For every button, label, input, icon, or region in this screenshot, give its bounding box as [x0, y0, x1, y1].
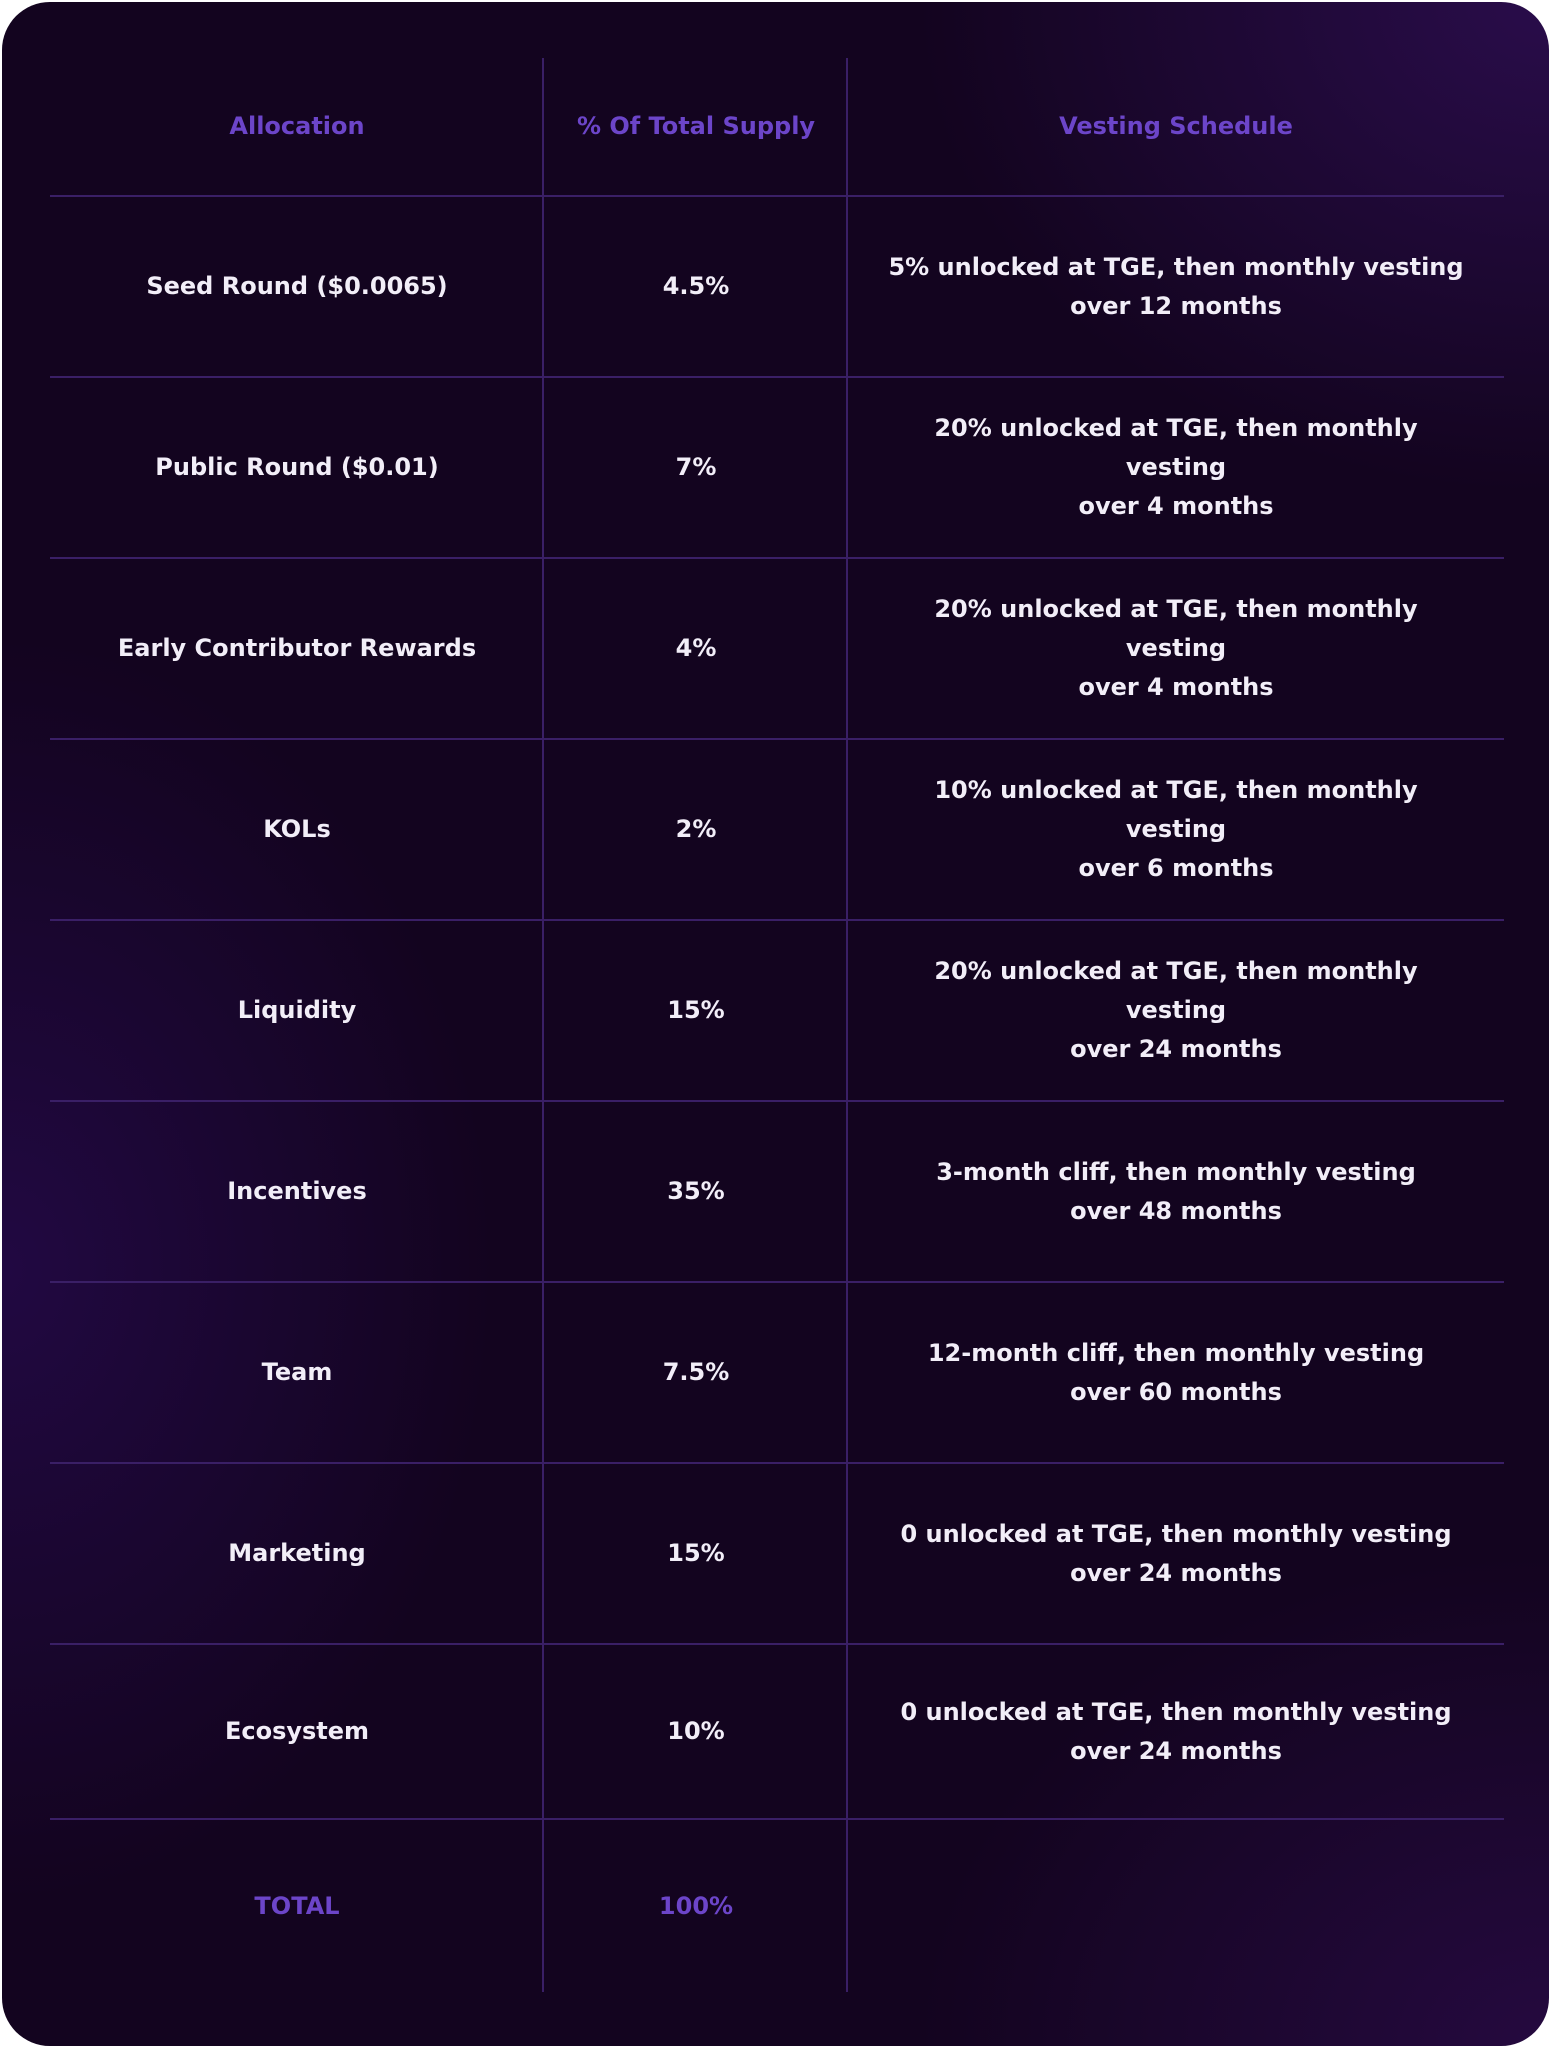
supply-cell: 7%	[675, 453, 717, 481]
tokenomics-card	[2, 2, 1549, 2046]
vesting-line: over 24 months	[1070, 1035, 1282, 1063]
table-row	[50, 1102, 1504, 1281]
header-allocation: Allocation	[229, 112, 365, 140]
vesting-line: 0 unlocked at TGE, then monthly vesting	[900, 1697, 1452, 1726]
vesting-cell	[848, 378, 1504, 557]
allocation-cell: Team	[261, 1358, 333, 1386]
vesting-cell	[848, 921, 1504, 1100]
vesting-line: 20% unlocked at TGE, then monthly vesting	[934, 595, 1418, 662]
vesting-cell	[848, 1102, 1504, 1281]
table-row	[50, 1645, 1504, 1818]
vesting-line: over 4 months	[1078, 492, 1274, 520]
vesting-cell	[848, 1464, 1504, 1643]
vesting-line: over 4 months	[1078, 673, 1274, 701]
allocation-cell: Incentives	[227, 1177, 367, 1205]
vesting-line: 20% unlocked at TGE, then monthly vesting	[934, 957, 1418, 1024]
total-vesting-empty	[848, 1820, 1504, 1992]
vesting-line: 10% unlocked at TGE, then monthly vesting	[934, 776, 1418, 843]
allocation-cell: Public Round ($0.01)	[155, 453, 439, 481]
supply-cell: 4%	[675, 634, 717, 662]
vesting-line: over 24 months	[1070, 1558, 1282, 1587]
total-label: TOTAL	[254, 1891, 340, 1920]
vesting-cell	[848, 1283, 1504, 1462]
vesting-cell	[848, 1645, 1504, 1818]
vesting-line: over 60 months	[1070, 1377, 1282, 1406]
supply-cell: 15%	[667, 1539, 725, 1567]
vesting-line: 5% unlocked at TGE, then monthly vesting	[888, 252, 1464, 281]
supply-cell: 35%	[667, 1177, 725, 1205]
allocation-cell: Seed Round ($0.0065)	[146, 272, 448, 300]
allocation-cell: Liquidity	[237, 996, 357, 1024]
table-row	[50, 1283, 1504, 1462]
allocation-cell: Marketing	[228, 1539, 366, 1567]
supply-cell: 10%	[667, 1717, 725, 1745]
table-row	[50, 197, 1504, 376]
table-row	[50, 740, 1504, 919]
table-row	[50, 559, 1504, 738]
allocation-cell: Ecosystem	[224, 1717, 370, 1745]
supply-cell: 7.5%	[662, 1358, 730, 1386]
vesting-line: 12-month cliff, then monthly vesting	[927, 1338, 1425, 1367]
supply-cell: 15%	[667, 996, 725, 1024]
allocation-cell: Early Contributor Rewards	[117, 634, 477, 662]
header-supply: % Of Total Supply	[576, 112, 816, 140]
table-row	[50, 921, 1504, 1100]
table-row	[50, 1464, 1504, 1643]
table-row	[50, 378, 1504, 557]
allocation-cell: KOLs	[263, 815, 331, 843]
vesting-line: over 24 months	[1070, 1736, 1282, 1765]
table-total-row	[50, 1820, 1504, 1992]
vesting-line: 3-month cliff, then monthly vesting	[936, 1157, 1416, 1186]
vesting-line: over 6 months	[1078, 854, 1274, 882]
header-vesting: Vesting Schedule	[1059, 112, 1293, 140]
vesting-cell	[848, 559, 1504, 738]
vesting-cell	[848, 740, 1504, 919]
vesting-line: 0 unlocked at TGE, then monthly vesting	[900, 1519, 1452, 1548]
supply-cell: 2%	[675, 815, 717, 843]
vesting-line: over 12 months	[1070, 291, 1282, 320]
supply-cell: 4.5%	[662, 272, 730, 300]
vesting-line: over 48 months	[1070, 1196, 1282, 1225]
vesting-line: 20% unlocked at TGE, then monthly vesting	[934, 414, 1418, 481]
table-header	[50, 58, 1504, 195]
vesting-cell	[848, 197, 1504, 376]
total-supply: 100%	[658, 1891, 734, 1920]
